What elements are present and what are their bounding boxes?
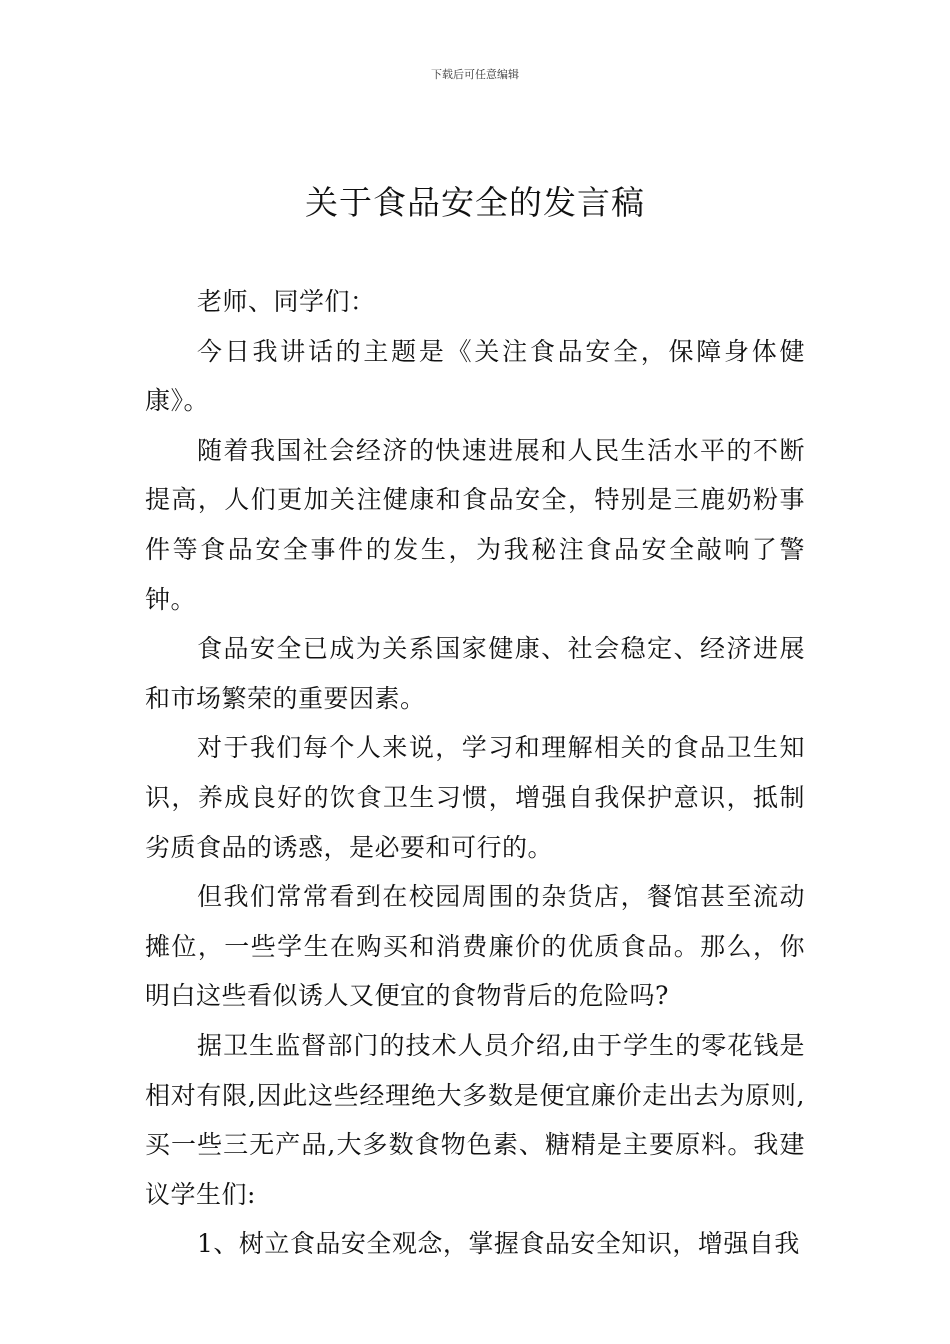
paragraph-personal: 对于我们每个人来说，学习和理解相关的食品卫生知识，养成良好的饮食卫生习惯，增强自我保护意识，抵制劣质食品的诱惑，是必要和可行的。 xyxy=(145,733,805,862)
paragraph-importance: 食品安全已成为关系国家健康、社会稳定、经济进展和市场繁荣的重要因素。 xyxy=(145,634,805,713)
paragraph-observation: 但我们常常看到在校园周围的杂货店，餐馆甚至流动摊位，一些学生在购买和消费廉价的优质食品。那么，你明白这些看似诱人又便宜的食物背后的危险吗? xyxy=(145,882,805,1011)
paragraph-suggestion-1: 1、树立食品安全观念，掌握食品安全知识，增强自我 xyxy=(197,1229,800,1259)
paragraph-explanation: 据卫生监督部门的技术人员介绍,由于学生的零花钱是相对有限,因此这些经理绝大多数是便宜廉价走出去为原则,买一些三无产品,大多数食物色素、糖精是主要原料。我建议学生们: xyxy=(145,1030,805,1209)
paragraph-topic: 今日我讲话的主题是《关注食品安全，保障身体健康》。 xyxy=(145,336,805,416)
paragraph-salutation: 老师、同学们： xyxy=(197,287,376,316)
document-body xyxy=(145,277,805,1269)
header-note: 下载后可任意编辑 xyxy=(431,68,519,81)
paragraph-background: 随着我国社会经济的快速进展和人民生活水平的不断提高，人们更加关注健康和食品安全，特别是三鹿奶粉事件等食品安全事件的发生，为我秘注食品安全敲响了警钟。 xyxy=(145,435,805,614)
document-title: 关于食品安全的发言稿 xyxy=(305,183,645,222)
